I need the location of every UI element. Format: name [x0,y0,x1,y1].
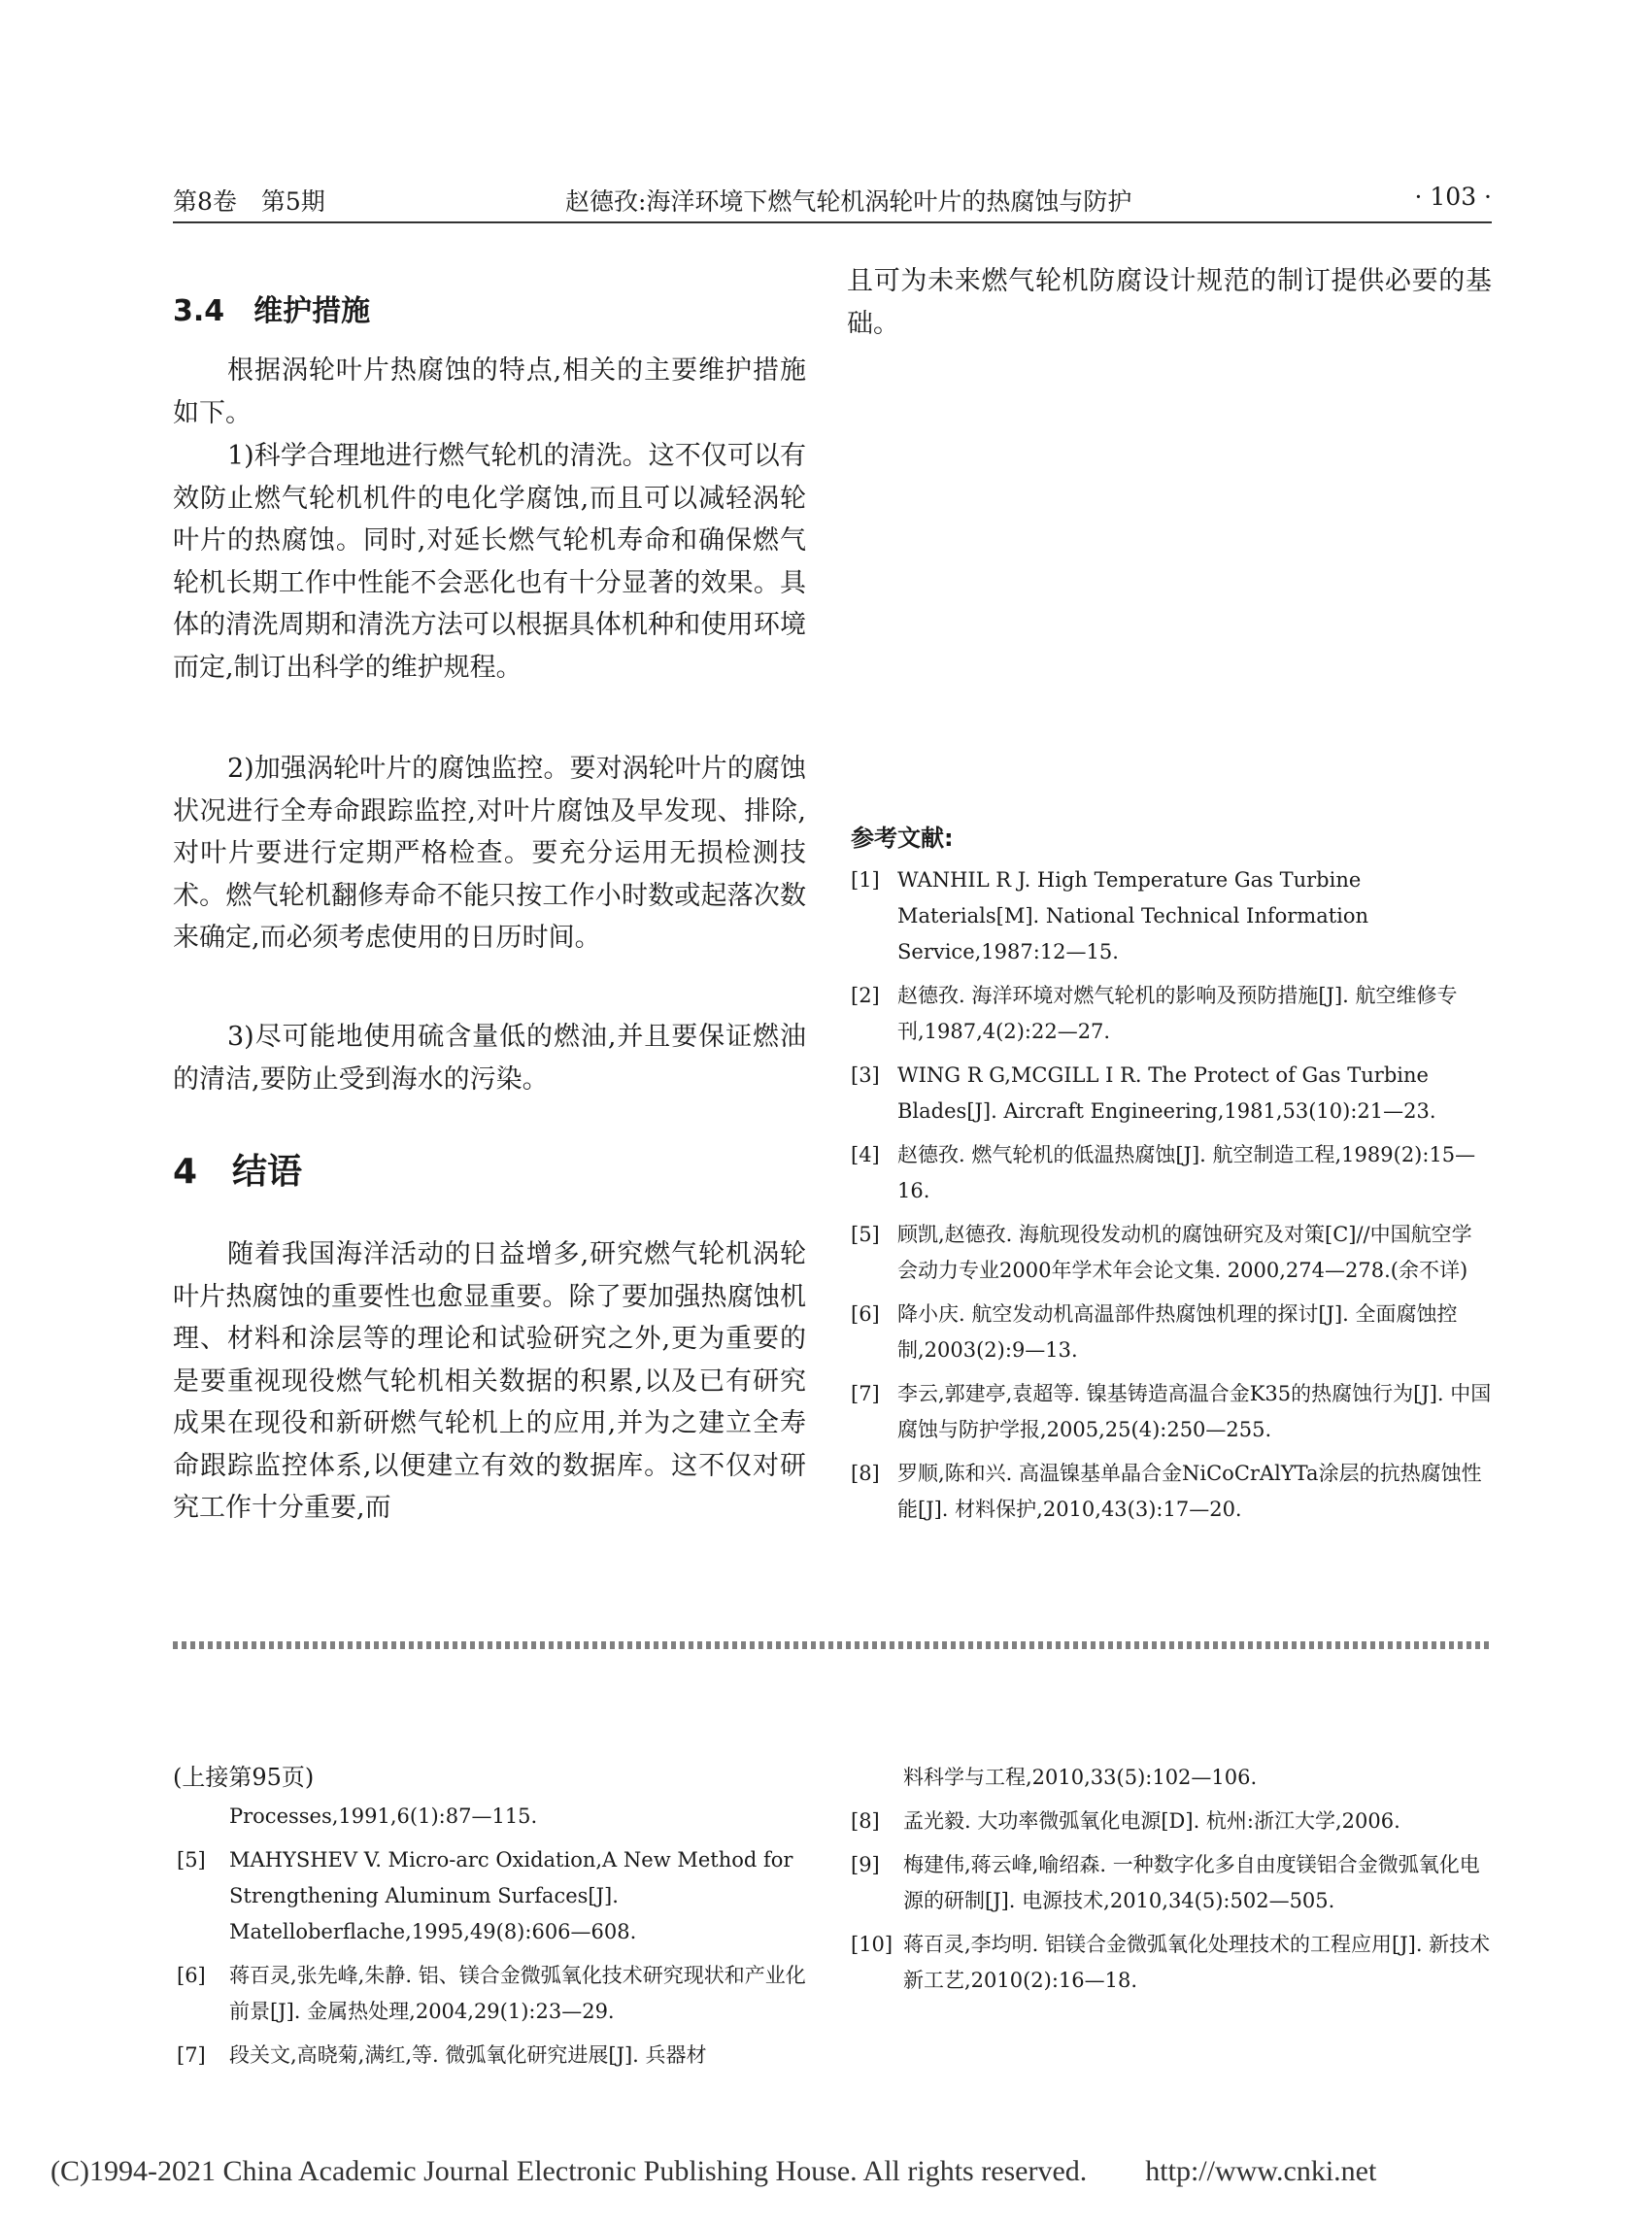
continued-reference-item [173,1958,806,2030]
page-header [173,183,1492,223]
continued-reference-lead: Processes,1991,6(1):87—115. [229,1804,538,1828]
reference-number: [1] [851,868,880,892]
reference-number: [6] [851,1302,880,1326]
continued-reference-item [847,1804,1492,1839]
reference-number: [5] [177,1848,206,1872]
reference-text: 罗顺,陈和兴. 高温镍基单晶合金NiCoCrAlYTa涂层的抗热腐蚀性能[J]. 材料保护,2010,43(3):17—20. [897,1462,1482,1521]
volume-issue: 第8卷 第5期 [173,187,325,216]
paragraph-measure-3: 3)尽可能地使用硫含量低的燃油,并且要保证燃油的清洁,要防止受到海水的污染。 [173,1022,806,1095]
reference-text: 赵德孜. 燃气轮机的低温热腐蚀[J]. 航空制造工程,1989(2):15—16. [897,1143,1476,1202]
conclusion-paragraph-continued: 且可为未来燃气轮机防腐设计规范的制订提供必要的基础。 [847,266,1492,339]
reference-item [847,1137,1492,1209]
reference-text: 梅建伟,蒋云峰,喻绍森. 一种数字化多自由度镁铝合金微弧氧化电源的研制[J]. 电源技术,2010,34(5):502—505. [903,1853,1480,1912]
reference-number: [3] [851,1063,880,1087]
section-divider [173,1641,1492,1649]
continuation-right-column [847,1760,1492,2007]
continuation-left-column [173,1799,806,2081]
reference-item [847,978,1492,1050]
reference-text: 顾凯,赵德孜. 海航现役发动机的腐蚀研究及对策[C]//中国航空学会动力专业2000年学术年会论文集. 2000,274—278.(余不详) [897,1223,1472,1282]
continued-reference-item [847,1927,1492,1999]
reference-number: [5] [851,1223,880,1246]
reference-item [847,862,1492,970]
reference-text: 蒋百灵,李均明. 铝镁合金微弧氧化处理技术的工程应用[J]. 新技术新工艺,2010(2):16—18. [903,1933,1491,1992]
reference-number: [2] [851,984,880,1007]
reference-text: WING R G,MCGILL I R. The Protect of Gas Turbine Blades[J]. Aircraft Engineering,1981,53(10):21—23. [897,1063,1436,1123]
reference-item [847,1376,1492,1448]
continued-reference-item [173,2038,806,2074]
page-number: · 103 · [1414,183,1492,211]
reference-number: [10] [851,1933,893,1956]
reference-item [847,1456,1492,1528]
reference-number: [8] [851,1809,880,1833]
reference-text: 孟光毅. 大功率微弧氧化电源[D]. 杭州:浙江大学,2006. [903,1809,1400,1833]
reference-text: MAHYSHEV V. Micro-arc Oxidation,A New Method for Strengthening Aluminum Surfaces[J]. Matelloberflache,1995,49(8):606—608. [229,1848,793,1943]
reference-number: [9] [851,1853,880,1876]
section-4-heading: 4 结语 [173,1152,303,1192]
running-title: 赵德孜:海洋环境下燃气轮机涡轮叶片的热腐蚀与防护 [565,187,1132,216]
reference-number: [7] [851,1382,880,1405]
reference-item [847,1217,1492,1289]
reference-text: 段关文,高晓菊,满红,等. 微弧氧化研究进展[J]. 兵器材 [229,2043,707,2067]
reference-number: [7] [177,2043,206,2067]
continued-reference-item [847,1847,1492,1919]
reference-text: 赵德孜. 海洋环境对燃气轮机的影响及预防措施[J]. 航空维修专刊,1987,4(2):22—27. [897,984,1458,1043]
paragraph-measure-2: 2)加强涡轮叶片的腐蚀监控。要对涡轮叶片的腐蚀状况进行全寿命跟踪监控,对叶片腐蚀及早发现、排除,对叶片要进行定期严格检查。要充分运用无损检测技术。燃气轮机翻修寿命不能只按工作小时数或起落次数来确定,而必须考虑使用的日历时间。 [173,754,806,953]
reference-item [847,1058,1492,1130]
reference-number: [4] [851,1143,880,1166]
section-3-4-heading: 3.4 维护措施 [173,294,371,328]
reference-number: [8] [851,1462,880,1485]
continuation-label: (上接第95页) [173,1764,315,1791]
paragraph-measure-1: 1)科学合理地进行燃气轮机的清洗。这不仅可以有效防止燃气轮机机件的电化学腐蚀,而且可以减轻涡轮叶片的热腐蚀。同时,对延长燃气轮机寿命和确保燃气轮机长期工作中性能不会恶化也有十分显著的效果。具体的清洗周期和清洗方法可以根据具体机种和使用环境而定,制订出科学的维护规程。 [173,441,806,683]
reference-text: 李云,郭建亭,袁超等. 镍基铸造高温合金K35的热腐蚀行为[J]. 中国腐蚀与防护学报,2005,25(4):250—255. [897,1382,1492,1441]
reference-text: WANHIL R J. High Temperature Gas Turbine Materials[M]. National Technical Information Service,1987:12—15. [897,868,1369,963]
references-title: 参考文献: [851,825,954,852]
reference-item [847,1297,1492,1368]
reference-text: 蒋百灵,张先峰,朱静. 铝、镁合金微弧氧化技术研究现状和产业化前景[J]. 金属热处理,2004,29(1):23—29. [229,1964,806,2023]
conclusion-paragraph: 随着我国海洋活动的日益增多,研究燃气轮机涡轮叶片热腐蚀的重要性也愈显重要。除了要加强热腐蚀机理、材料和涂层等的理论和试验研究之外,更为重要的是要重视现役燃气轮机相关数据的积累,以及已有研究成果在现役和新研燃气轮机上的应用,并为之建立全寿命跟踪监控体系,以便建立有效的数据库。这不仅对研究工作十分重要,而 [173,1239,806,1523]
continued-reference-item [173,1842,806,1950]
reference-number: [6] [177,1964,206,1987]
reference-list [847,862,1492,1535]
reference-text: 降小庆. 航空发动机高温部件热腐蚀机理的探讨[J]. 全面腐蚀控制,2003(2):9—13. [897,1302,1458,1362]
paragraph-intro: 根据涡轮叶片热腐蚀的特点,相关的主要维护措施如下。 [173,355,806,428]
continued-reference-lead: 料科学与工程,2010,33(5):102—106. [903,1766,1258,1789]
copyright-footer: (C)1994-2021 China Academic Journal Electronic Publishing House. All rights reserved. http://www.cnki.net [51,2155,1377,2187]
